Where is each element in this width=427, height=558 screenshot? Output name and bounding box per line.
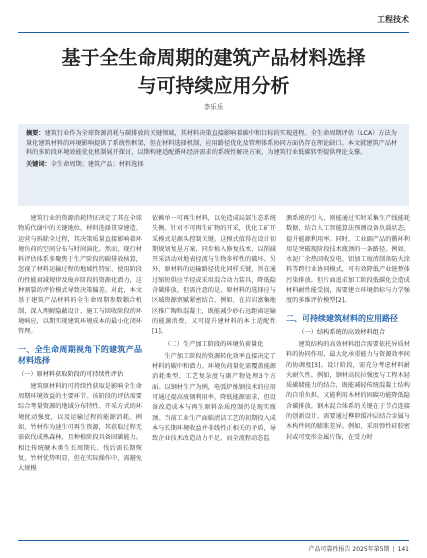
abstract-label: 摘要： bbox=[26, 130, 45, 137]
section-tag: 工程技术 bbox=[377, 15, 409, 24]
column-2 bbox=[152, 214, 276, 445]
footer bbox=[309, 544, 409, 553]
journal-name: 产品可靠性报告 2025年第5期 bbox=[308, 546, 390, 553]
section-heading-2: 二、可持续建筑材料的应用路径 bbox=[286, 313, 398, 323]
title-line-1: 基于全生命周期的建筑产品材料选择 bbox=[61, 47, 366, 69]
footer-rule bbox=[18, 540, 409, 541]
header-rule bbox=[18, 32, 409, 33]
keywords-label: 关键词： bbox=[26, 160, 51, 168]
subsection-heading-2-1: （一）结构系统的高效材料组合 bbox=[298, 328, 386, 336]
section-heading-1: 一、全生命周期视角下的建筑产品材料选择 bbox=[18, 344, 142, 365]
body-paragraph: 建筑结构的高效材料组合需要依托异质材料的协同作用，最大化承重能力与资源效率间的协调度[3]。设计阶段，需充分考虑材料耐火耐久性。例如，钢材高抗拉强度与工程木轻质碳储能力的结合，既能减轻传统混凝土结构的自重负担，又能利用木材的固碳功能降低隐含碳排放。钢木混合体系的关键在于节点连接的创新设计，需要通过榫卯缓冲层结合金属与木构件间的膨胀差异。例如，采用弹性硅胶密封或可变形金属片饰，在受力时 bbox=[286, 340, 410, 441]
keywords-text: 全生命周期；建筑产品；材料选择 bbox=[50, 160, 144, 168]
body-paragraph: 建筑原材料的可持续性获取是影响全生命周期环境效益的主要环节。该阶段的评估需要综合考量资源的地域分布特性、开采方式的环境扰动强度，以及运输过程的能源消耗。例如，竹材作为速生可再生资源，其获取过程无需砍伐成熟森林，且种植阶段具备固碳能力。相比传统硬木类生长周期长、伐后需长期恢复，竹材优势明显，但在实际操作中，需避免大规模 bbox=[18, 382, 142, 473]
abstract-text: 建筑行业作为全球资源消耗与碳排放的关键领域，其材料决策直接影响着碳中和目标的实现进程。全生命周期评估（LCA）方法为量化建筑材料的环境影响提供了系统性框架，但在材料选择机制、应用路径优化及管理体系协同方面仍存在理论缺口。本文就建筑产品材料的多阶段环境效能优化机制展开探讨，以期构建适配循环经济需求的系统性解决方案，为建筑行业低碳转型提供理论支撑。 bbox=[26, 130, 398, 156]
title-line-2: 与可持续应用分析 bbox=[137, 75, 290, 97]
column-3 bbox=[286, 214, 410, 443]
author: 李乐乐 bbox=[203, 103, 224, 111]
intro-paragraph: 建筑行业的资源消耗特征决定了其在全球物质代谢中的关键地位。材料选择贯穿建造、运营与拆除全过程，其决策质量直接影响着环境负荷的空间分布与时间演化。然而，现行材料评估体系多聚焦于生产阶段的碳排放核算，忽视了材料运输过程的地域性特征、使用阶段的性能衰减规律及废弃阶段的资源化潜力，这种割裂的评价模式导致决策偏差。对此，本文基于建筑产品材料的全生命周期参数耦合机制，深入理解隐蔽设计、施工与回收阶段的环境响应，以期实现建筑环境成本的最小化闭环管理。 bbox=[18, 215, 142, 336]
abstract-box bbox=[18, 124, 409, 206]
page-number: 141 bbox=[397, 546, 409, 553]
body-paragraph: 依赖单一可再生材料，以免造成局部生态系统失衡。针对不可再生矿物的开采，优化工矿开采模式是源头控制关键。这模式值得在设计初期规划复垦方案，同步植入修复技术，以削减开采活动对地表径流与生物多样性的破坏。另外，原材料的运输路径优化同样关键，旨在通过缩短供应半径或采用混合动力装具，降低隐含碳排放。但需注意的是，原材料的选择应与区域资源禀赋紧密结合。例如，在岩岩富集地区推广陶粒混凝土，既能减少砂石远距离运输的能源消费，又可提升建材料的本土适配性[1]。 bbox=[152, 215, 276, 336]
subsection-heading-1-2: （二）生产加工阶段的环境负荷量化 bbox=[164, 340, 264, 348]
keywords bbox=[26, 160, 401, 170]
body-paragraph: 生产加工阶段的资源转化效率直接决定了材料的碳中和潜力。环境负荷量化需覆盖能源消耗类型、工艺复杂度与副产物处理3个方面。以钢材生产为例，电弧炉炼钢技术的应用可通过提高废钢利用率，降低能源需求，但设备改造成本与再生原料杂质控制仍是现实瓶颈。当前工业生产面临清洁工艺的初期投入成本与长期环境收益并非线性正相关的矛盾，导致企业技术改造动力不足。而全流程动态监 bbox=[152, 352, 276, 443]
abstract bbox=[26, 129, 401, 158]
subsection-heading-1-1: （一）原材料获取阶段的可持续性评估 bbox=[18, 370, 124, 378]
column-1 bbox=[18, 214, 142, 475]
body-paragraph: 测系统的引入，则能通过实时采集生产线能耗数据，结合人工智能算法预测设备负载状态，提升能源利用率。同时，工业副产品的循环利用是突破现阶段技术瓶颈的一条路径。例如，水泥厂余热回收发电、铝加工废渣制备防火涂料等跨行业协同模式，可有效降低产业链整体污染排放。但片面追求加工阶段低碳化会造成材料耐性能受损，需要建立环境指标与力学强度的多维评价模型[2]。 bbox=[286, 215, 410, 305]
article-title bbox=[18, 44, 409, 100]
footer-separator: | bbox=[392, 546, 395, 553]
